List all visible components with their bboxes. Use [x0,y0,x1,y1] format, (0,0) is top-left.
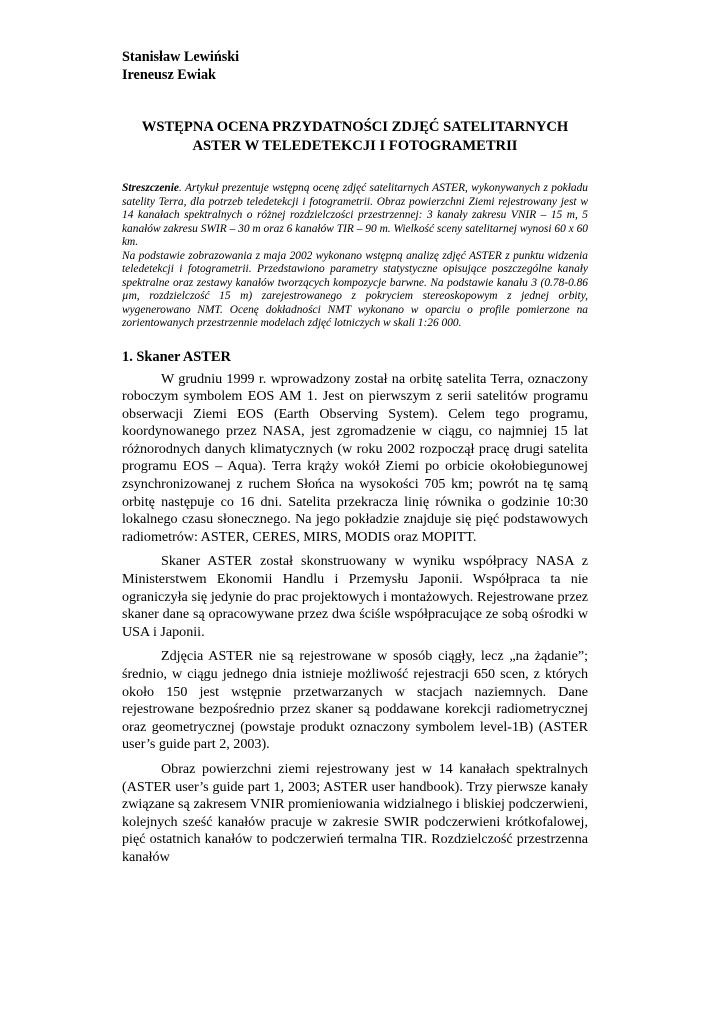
author-name: Stanisław Lewiński [122,49,240,65]
title-line: ASTER W TELEDETEKCJI I FOTOGRAMETRII [192,138,518,154]
body-paragraph: W grudniu 1999 r. wprowadzony został na orbitę satelita Terra, oznaczony roboczym symbolem EOS AM 1. Jest on pierwszym z serii satelitów programu obserwacji Ziemi EOS (Earth Observing System). Celem tego programu, koordynowanego przez NASA, jest zgromadzenie w ciągu, co najmniej 15 lat różnorodnych danych klimatycznych (w roku 2002 rozpoczął pracę drugi satelita programu EOS – Aqua). Terra krąży wokół Ziemi po orbicie okołobiegunowej zsynchronizowanej z ruchem Słońca na wysokości 705 km; powrót na tę samą orbitę następuje co 16 dni. Satelita przekracza linię równika o godzinie 10:30 lokalnego czasu słonecznego. Na jego pokładzie znajduje się pięć podstawowych radiometrów: ASTER, CERES, MIRS, MODIS oraz MOPITT. [122,370,588,545]
section-body [122,371,588,867]
abstract-lead: Streszczenie [122,182,179,194]
abstract-paragraph [122,182,588,250]
title-line: WSTĘPNA OCENA PRZYDATNOŚCI ZDJĘĆ SATELITARNYCH [141,119,569,135]
author-list [122,48,588,84]
body-paragraph: Zdjęcia ASTER nie są rejestrowane w sposób ciągły, lecz „na żądanie”; średnio, w ciągu jednego dnia istnieje możliwość rejestracji 650 scen, z których około 150 jest wstępnie przetwarzanych w stacjach naziemnych. Dane rejestrowane bezpośrednio przez skaner są poddawane korekcji radiometrycznej oraz geometrycznej (powstaje produkt oznaczony symbolem level-1B) (ASTER user’s guide part 2, 2003). [122,648,588,753]
paper-title [122,118,588,156]
abstract [122,182,588,331]
abstract-paragraph: Na podstawie zobrazowania z maja 2002 wykonano wstępną analizę zdjęć ASTER z punktu widzenia teledetekcji i fotogrametrii. Przedstawiono parametry statystyczne opisujące poszczególne kanały spektralne oraz zestawy kanałów tworzących kompozycje barwne. Na podstawie kanału 3 (0.78-0.86 µm, rozdzielczość 15 m) zarejestrowanego z pokryciem stereoskopowym z jednej orbity, wygenerowano NMT. Ocenę dokładności NMT wykonano w oparciu o profile pomierzone na zorientowanych przestrzennie modelach zdjęć lotniczych w skali 1:26 000. [122,249,588,329]
author-name: Ireneusz Ewiak [122,67,216,83]
section-heading: 1. Skaner ASTER [122,348,231,365]
body-paragraph: Obraz powierzchni ziemi rejestrowany jest w 14 kanałach spektralnych (ASTER user’s guide part 1, 2003; ASTER user handbook). Trzy pierwsze kanały związane są zakresem VNIR promieniowania widzialnego i bliskiej podczerwieni, kolejnych sześć kanałów pracuje w zakresie SWIR podczerwieni krótkofalowej, pięć ostatnich kanałów to podczerwień termalna TIR. Rozdzielczość przestrzenna kanałów [122,760,588,865]
paper-page [122,48,588,874]
body-paragraph: Skaner ASTER został skonstruowany w wyniku współpracy NASA z Ministerstwem Ekonomii Handlu i Przemysłu Japonii. Współpraca ta nie ograniczyła się jedynie do prac projektowych i montażowych. Rejestrowane przez skaner dane są opracowywane przez dwa ściśle współpracujące ze sobą ośrodki w USA i Japonii. [122,553,588,640]
abstract-text: . Artykuł prezentuje wstępną ocenę zdjęć satelitarnych ASTER, wykonywanych z pokładu satelity Terra, dla potrzeb teledetekcji i fotogrametrii. Obraz powierzchni Ziemi rejestrowany jest w 14 kanałach spektralnych o różnej rozdzielczości przestrzennej: 3 kanały zakresu VNIR – 15 m, 5 kanałów zakresu SWIR – 30 m oraz 6 kanałów TIR – 90 m. Wielkość sceny satelitarnej wynosi 60 x 60 km. [122,182,588,248]
